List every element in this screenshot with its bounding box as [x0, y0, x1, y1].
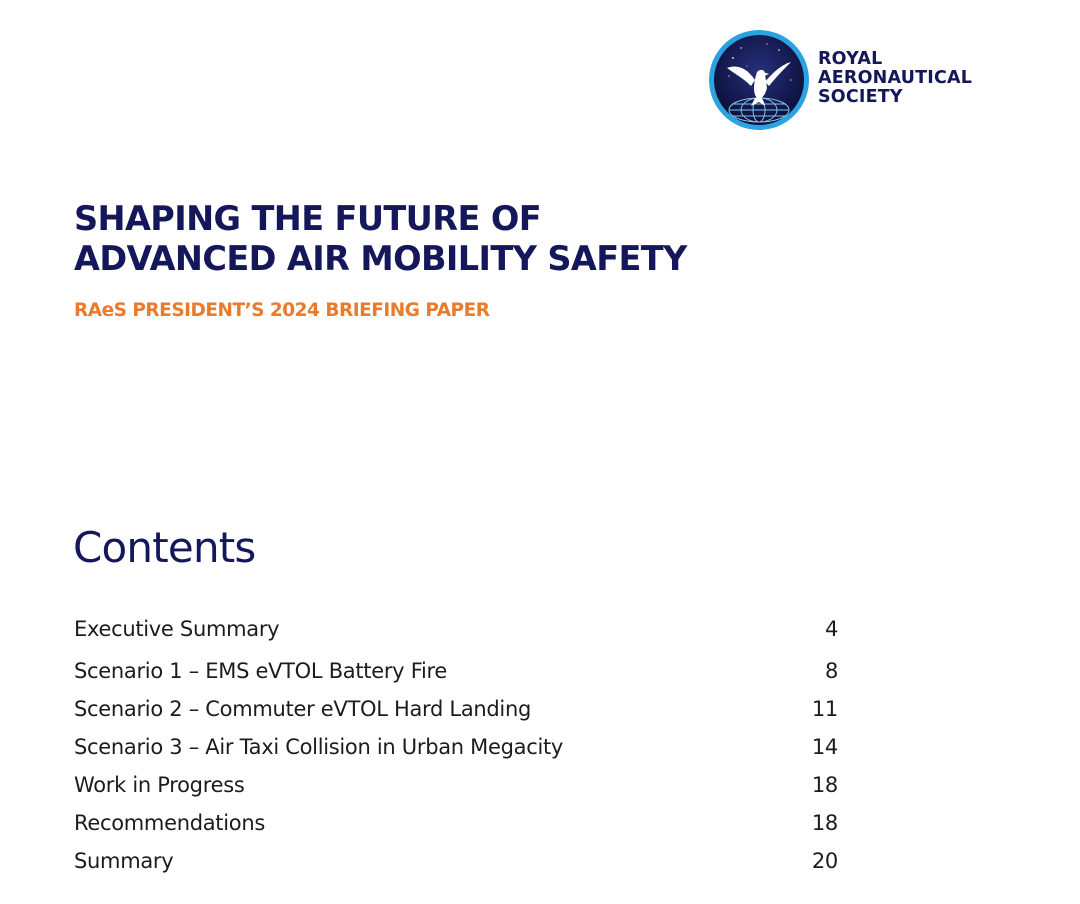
toc-item-page: 11 [811, 697, 838, 721]
toc-item-page: 18 [811, 811, 838, 835]
toc-item-scenario-1[interactable] [74, 654, 838, 688]
toc-item-label: Recommendations [74, 811, 265, 835]
paper-subtitle: RAeS PRESIDENT’S 2024 BRIEFING PAPER [74, 300, 490, 321]
toc-item-work-in-progress[interactable] [74, 768, 838, 802]
toc-item-label: Summary [74, 849, 174, 873]
logo-line: ROYAL [818, 49, 883, 69]
toc-item-page: 14 [811, 735, 838, 759]
contents-heading: Contents [73, 523, 256, 572]
title-line: SHAPING THE FUTURE OF [74, 199, 541, 238]
toc-item-page: 20 [811, 849, 838, 873]
toc-item-executive-summary[interactable] [74, 612, 838, 646]
toc-item-label: Scenario 3 – Air Taxi Collision in Urban Megacity [74, 735, 564, 759]
toc-item-label: Work in Progress [74, 773, 245, 797]
toc-item-label: Scenario 1 – EMS eVTOL Battery Fire [74, 659, 447, 683]
toc-item-page: 8 [824, 659, 838, 683]
logo-line: SOCIETY [818, 87, 903, 107]
toc-item-page: 18 [811, 773, 838, 797]
toc-item-summary[interactable] [74, 844, 838, 878]
table-of-contents [74, 0, 838, 904]
toc-item-scenario-3[interactable] [74, 730, 838, 764]
logo-line: AERONAUTICAL [818, 68, 973, 88]
toc-item-scenario-2[interactable] [74, 692, 838, 726]
toc-item-page: 4 [824, 617, 838, 641]
toc-item-label: Scenario 2 – Commuter eVTOL Hard Landing [74, 697, 532, 721]
title-line: ADVANCED AIR MOBILITY SAFETY [74, 239, 687, 278]
toc-item-recommendations[interactable] [74, 806, 838, 840]
toc-item-label: Executive Summary [74, 617, 280, 641]
society-name [818, 50, 972, 107]
